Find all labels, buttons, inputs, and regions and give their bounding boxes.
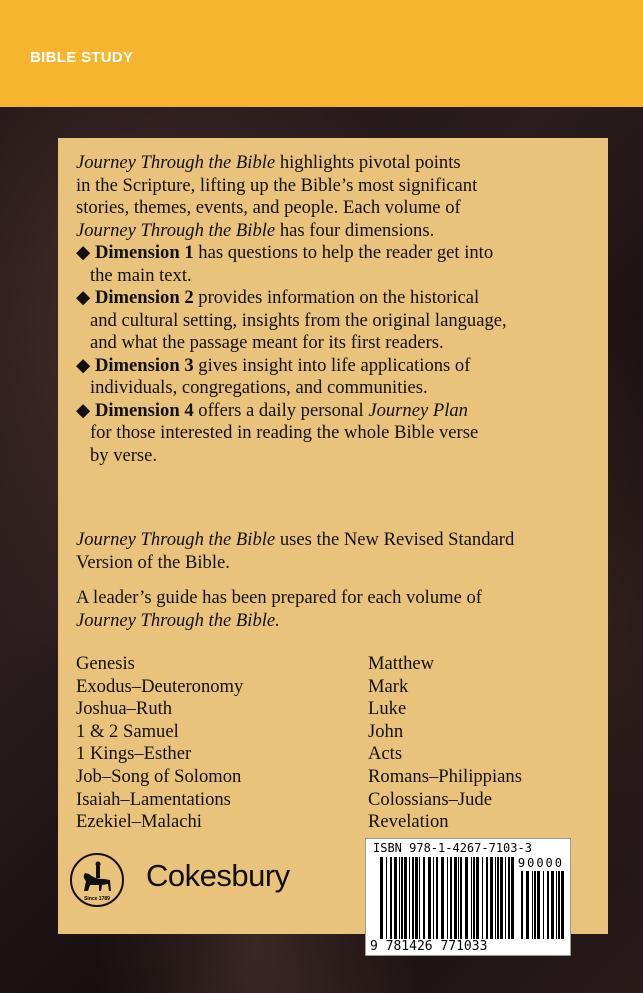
text-line: [76, 310, 507, 332]
bar: [556, 871, 557, 939]
text-line: [76, 265, 192, 287]
bar: [521, 871, 523, 939]
bar: [447, 857, 448, 939]
text-segment: Journey Through the Bible: [76, 529, 276, 550]
volume-title: Romans–Philippians: [368, 766, 522, 787]
volume-title: 1 & 2 Samuel: [76, 720, 179, 742]
bar: [433, 857, 434, 939]
isbn-text: ISBN 978-1-4267-7103-3: [373, 841, 532, 855]
barcode-bars: [380, 857, 515, 939]
bar: [495, 857, 496, 939]
publisher-name: Cokesbury: [146, 858, 290, 893]
bar: [423, 857, 425, 939]
volume-title: Joshua–Ruth: [76, 698, 173, 720]
text-segment: gives insight into life applications of: [193, 354, 471, 376]
text-line: [76, 422, 478, 444]
bar: [412, 857, 414, 939]
text-line: [76, 152, 461, 174]
volume-title: Ezekiel–Malachi: [76, 811, 202, 833]
bar: [508, 857, 510, 939]
bar: [534, 871, 536, 939]
volume-title: Acts: [368, 743, 403, 765]
bar: [450, 857, 452, 939]
text-segment: Dimension 4: [94, 399, 194, 421]
bar: [415, 857, 418, 939]
text-segment: provides information on the historical: [193, 287, 480, 308]
text-line: [76, 355, 470, 377]
text-segment: ◆: [76, 354, 95, 376]
horse-rider-icon: [72, 855, 122, 905]
bar: [390, 857, 392, 939]
text-line: [76, 287, 479, 309]
bar: [543, 871, 544, 939]
bar: [558, 871, 560, 939]
text-segment: highlights pivotal points: [275, 152, 461, 173]
text-segment: and what the passage meant for its first readers.: [76, 332, 444, 353]
text-segment: individuals, congregations, and communities.: [76, 377, 428, 398]
bar: [401, 857, 403, 939]
text-segment: Dimension 1: [94, 242, 194, 263]
text-line: [76, 175, 477, 197]
text-segment: Dimension 3: [94, 354, 194, 376]
bar: [386, 857, 387, 939]
text-segment: has questions to help the reader get into: [193, 242, 494, 263]
bar: [394, 857, 397, 939]
text-line: [76, 377, 428, 399]
text-line: [76, 197, 461, 219]
bar: [454, 857, 457, 939]
text-segment: Journey Through the Bible.: [76, 609, 280, 631]
text-segment: uses the New Revised Standard: [275, 529, 515, 550]
text-segment: ◆: [76, 287, 95, 308]
text-line: [76, 445, 157, 467]
bar: [486, 857, 488, 939]
volume-title: Colossians–Jude: [368, 788, 492, 810]
barcode-number: 9 781426 771033: [370, 939, 488, 954]
bar: [419, 857, 420, 939]
volume-title: Exodus–Deuteronomy: [76, 675, 244, 697]
text-segment: stories, themes, events, and people. Each volume of: [76, 197, 461, 218]
bar: [428, 857, 431, 939]
volume-title: Genesis: [76, 653, 135, 674]
text-segment: Journey Through the Bible: [76, 219, 276, 241]
text-segment: Dimension 2: [94, 287, 194, 308]
text-line: [76, 400, 468, 422]
text-segment: in the Scripture, lifting up the Bible’s most significant: [76, 174, 478, 196]
text-line: [76, 220, 434, 242]
text-segment: ◆: [76, 399, 95, 421]
text-segment: Version of the Bible.: [76, 551, 230, 573]
text-segment: ◆: [76, 242, 95, 263]
bar: [380, 857, 383, 939]
bar: [500, 857, 503, 939]
bar: [551, 871, 554, 939]
volume-title: Job–Song of Solomon: [76, 766, 242, 787]
bar: [526, 871, 529, 939]
category-band: [0, 0, 643, 107]
bar: [476, 857, 479, 939]
text-segment: A leader’s guide has been prepared for each volume of: [76, 587, 482, 608]
bar: [473, 857, 475, 939]
text-line: [76, 529, 514, 551]
bar: [505, 857, 506, 939]
text-segment: for those interested in reading the whole Bible verse: [76, 422, 479, 443]
volume-title: Luke: [368, 698, 407, 720]
text-line: [76, 552, 230, 574]
publisher-logo: [70, 853, 124, 907]
volume-title: Isaiah–Lamentations: [76, 788, 231, 810]
bar: [404, 857, 407, 939]
bar: [532, 871, 533, 939]
volume-title: 1 Kings–Esther: [76, 743, 192, 765]
text-line: [76, 610, 280, 632]
bar: [561, 871, 564, 939]
category-label: BIBLE STUDY: [30, 49, 134, 66]
bar: [497, 857, 499, 939]
svg-text:Since 1789: Since 1789: [84, 896, 110, 902]
text-segment: has four dimensions.: [275, 219, 435, 241]
text-segment: Journey Plan: [368, 399, 468, 421]
bar: [436, 857, 438, 939]
bar: [471, 857, 472, 939]
bar: [537, 871, 540, 939]
text-segment: and cultural setting, insights from the original language,: [76, 309, 507, 331]
text-segment: Journey Through the Bible: [76, 152, 276, 173]
bar: [409, 857, 410, 939]
text-segment: offers a daily personal: [193, 399, 369, 421]
bar: [547, 871, 549, 939]
text-segment: by verse.: [76, 444, 158, 466]
text-line: [76, 587, 482, 609]
bar: [441, 857, 444, 939]
volume-title: John: [368, 720, 404, 742]
bar: [460, 857, 462, 939]
text-line: [76, 332, 444, 354]
volume-title: Mark: [368, 675, 409, 697]
price-code: 90000: [517, 856, 564, 870]
bar: [465, 857, 468, 939]
isbn-barcode: [365, 838, 571, 956]
bar: [490, 857, 493, 939]
bar: [458, 857, 459, 939]
volume-title: Matthew: [368, 653, 435, 674]
bar: [511, 857, 514, 939]
volume-title: Revelation: [368, 811, 449, 833]
bar: [482, 857, 483, 939]
text-segment: the main text.: [76, 264, 192, 286]
bar: [399, 857, 400, 939]
price-bars: [521, 871, 566, 939]
text-line: [76, 242, 493, 264]
